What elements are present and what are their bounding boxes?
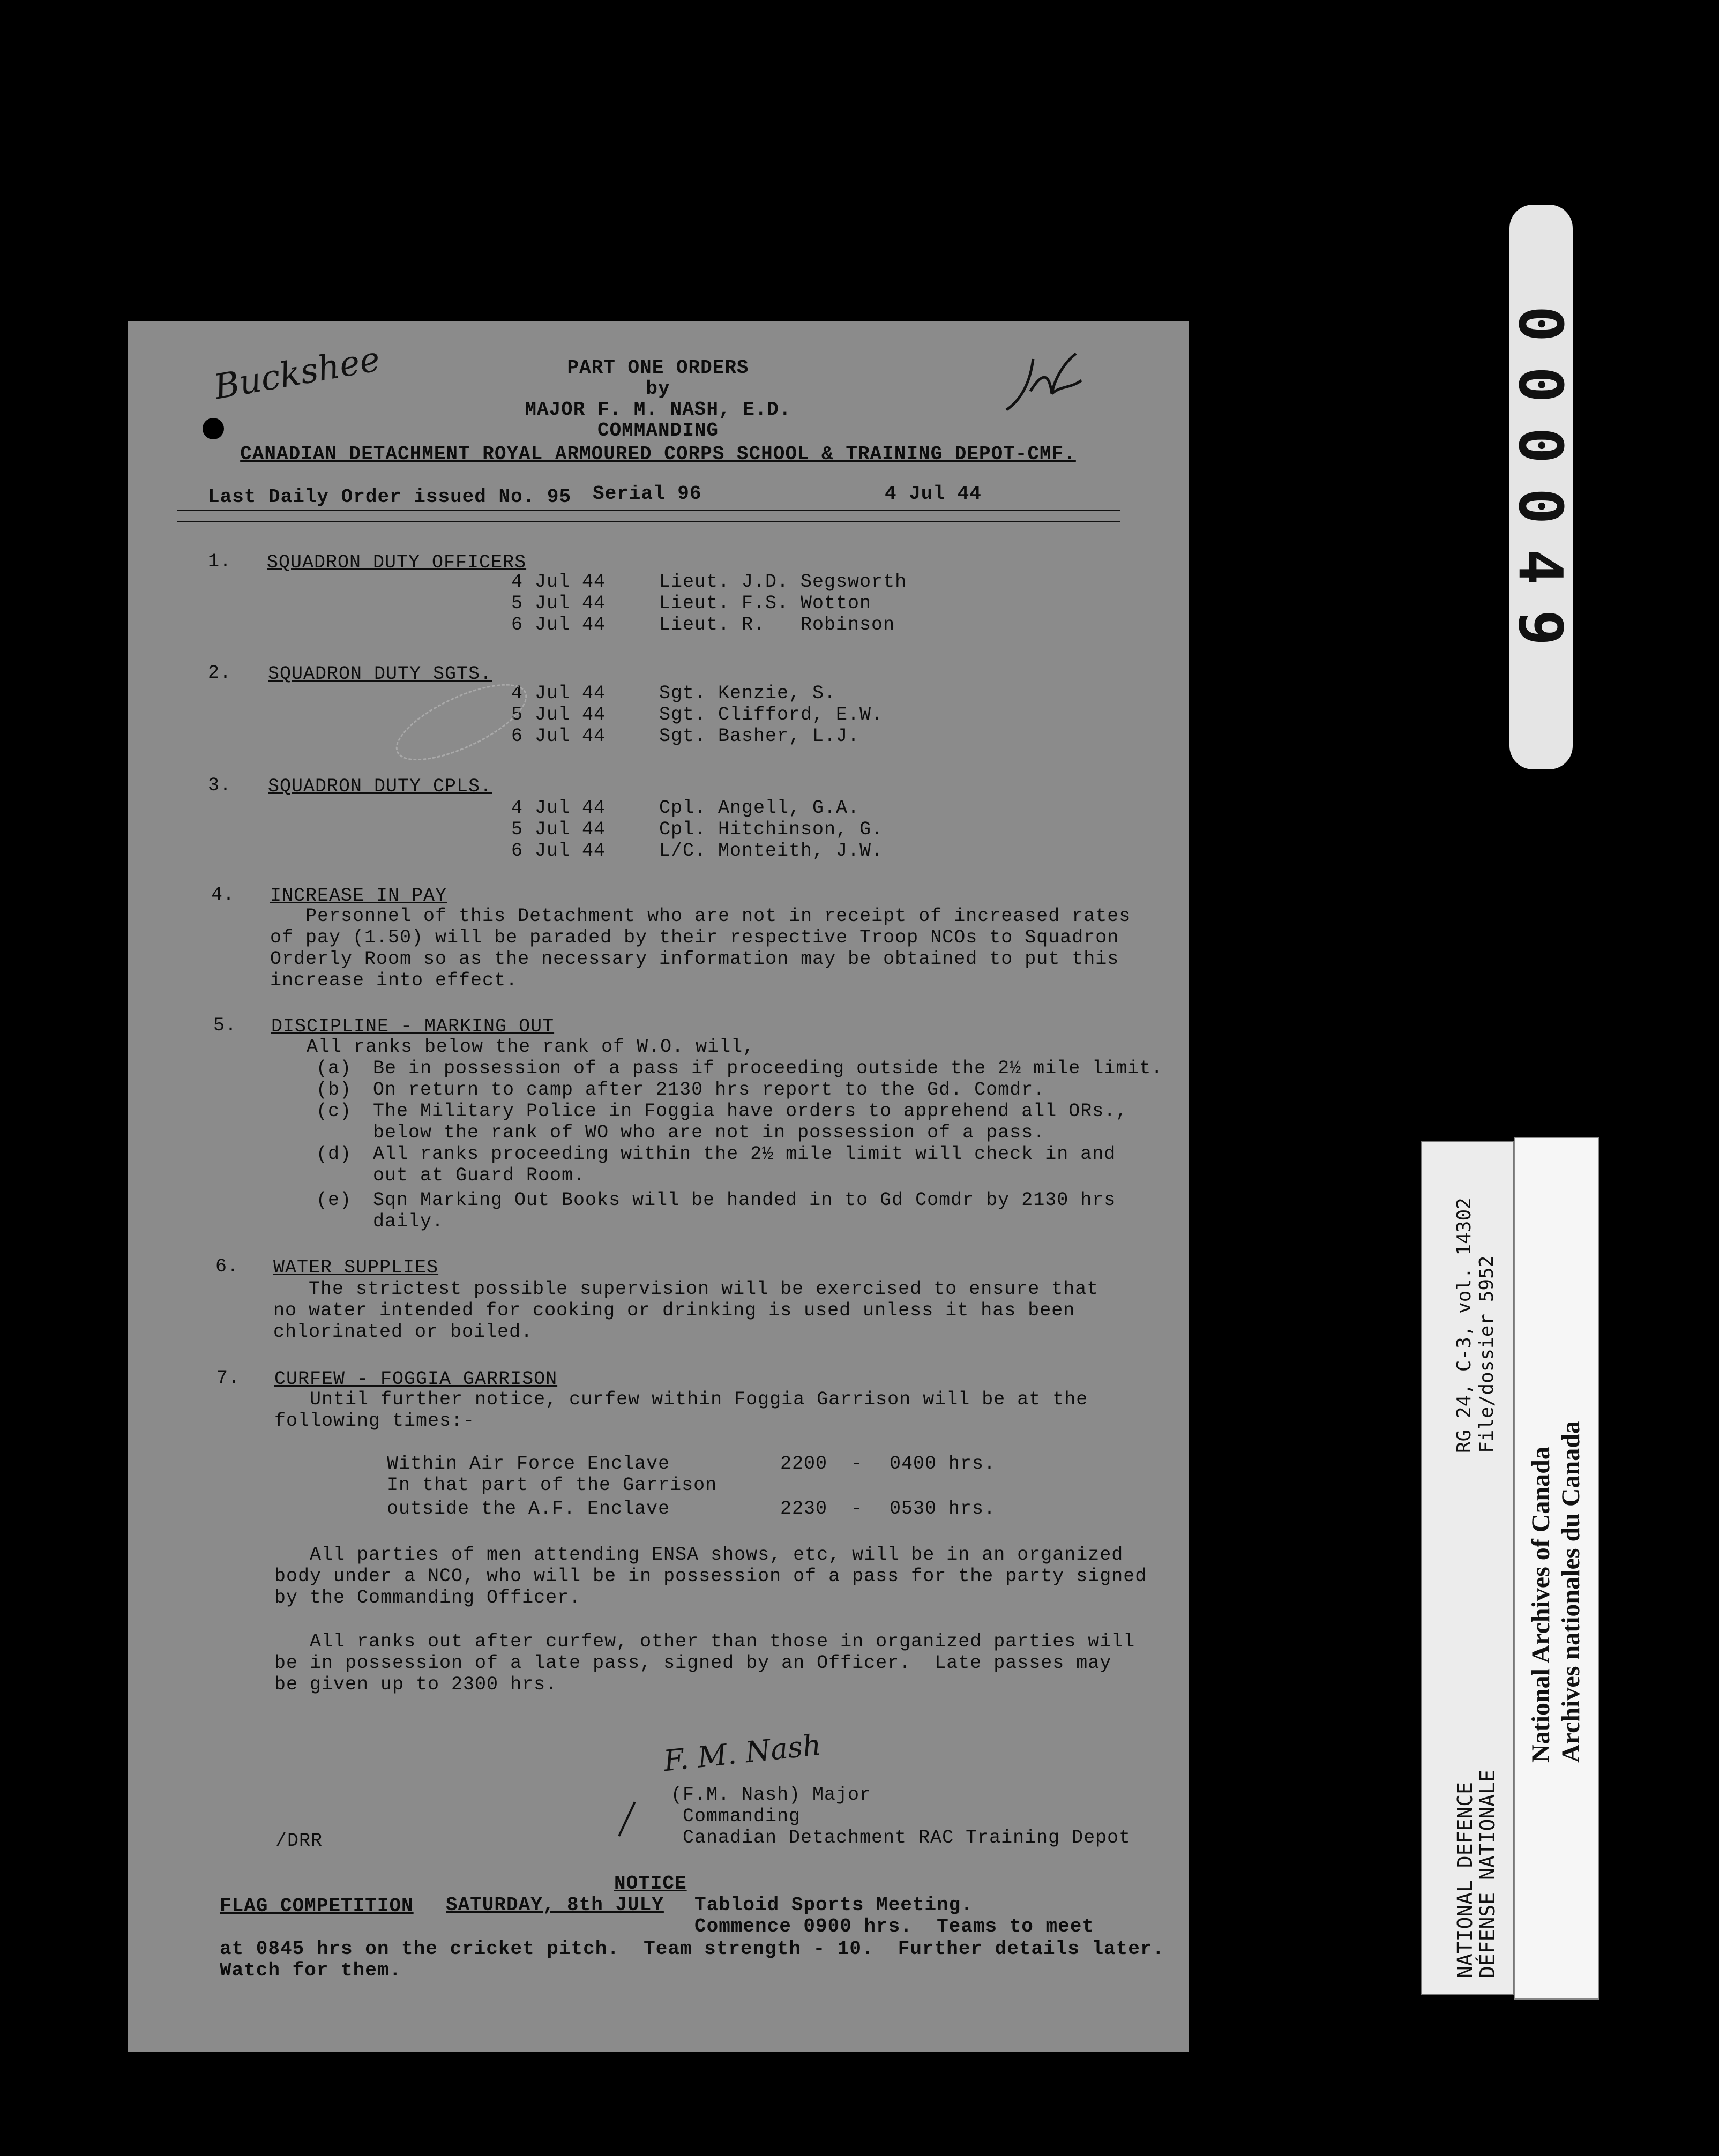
notice-line: Watch for them.: [220, 1959, 402, 1981]
duty-date: 6 Jul 44: [511, 725, 606, 747]
item-letter: (b): [316, 1079, 352, 1101]
item-line: Sqn Marking Out Books will be handed in to Gd Comdr by 2130 hrs: [373, 1189, 1116, 1211]
item-letter: (d): [316, 1143, 352, 1165]
item-line: Be in possession of a pass if proceeding outside the 2½ mile limit.: [373, 1058, 1163, 1079]
department-fr: DÉFENSE NATIONALE: [1476, 1770, 1499, 1978]
item-line: below the rank of WO who are not in possession of a pass.: [373, 1122, 1045, 1143]
item-letter: (e): [316, 1189, 352, 1211]
duty-name: Lieut. R. Robinson: [659, 614, 895, 635]
curfew-from: 2230: [780, 1498, 828, 1519]
section-number: 2.: [208, 662, 232, 684]
curfew-place: In that part of the Garrison: [387, 1474, 718, 1496]
body-line: Personnel of this Detachment who are not in receipt of increased rates: [270, 905, 1131, 927]
notice-label: FLAG COMPETITION: [220, 1895, 414, 1917]
section-number: 1.: [208, 551, 232, 572]
curfew-to: 0400 hrs.: [890, 1453, 996, 1474]
section-heading: SQUADRON DUTY SGTS.: [268, 663, 492, 685]
body-line: All parties of men attending ENSA shows, etc, will be in an organized: [274, 1544, 1124, 1566]
serial: Serial 96: [593, 483, 702, 505]
item-letter: (c): [316, 1101, 352, 1122]
section-number: 3.: [208, 775, 232, 796]
section-heading: CURFEW - FOGGIA GARRISON: [274, 1368, 558, 1390]
curfew-place: Within Air Force Enclave: [387, 1453, 670, 1474]
orders-officer: MAJOR F. M. NASH, E.D.: [525, 399, 791, 421]
body-line: no water intended for cooking or drinking is used unless it has been: [273, 1300, 1075, 1321]
duty-name: Cpl. Angell, G.A.: [659, 797, 860, 819]
margin-note: Buckshee: [211, 339, 383, 408]
section-heading: DISCIPLINE - MARKING OUT: [271, 1016, 555, 1037]
duty-date: 4 Jul 44: [511, 683, 606, 704]
notice-day: SATURDAY, 8th JULY: [446, 1894, 664, 1916]
item-line: The Military Police in Foggia have orders to apprehend all ORs.,: [373, 1101, 1128, 1122]
body-line: All ranks out after curfew, other than those in organized parties will: [274, 1631, 1135, 1652]
item-line: out at Guard Room.: [373, 1165, 586, 1186]
body-line: body under a NCO, who will be in possession of a pass for the party signed: [274, 1566, 1147, 1587]
signature-stroke: [618, 1801, 636, 1836]
duty-date: 6 Jul 44: [511, 840, 606, 862]
last-order: Last Daily Order issued No. 95: [208, 486, 572, 508]
duty-date: 5 Jul 44: [511, 819, 606, 840]
department-en: NATIONAL DEFENCE: [1453, 1781, 1477, 1978]
body-line: be given up to 2300 hrs.: [274, 1674, 558, 1695]
body-line: Until further notice, curfew within Foggia Garrison will be at the: [274, 1389, 1088, 1410]
notice-line: at 0845 hrs on the cricket pitch. Team strength - 10. Further details later.: [220, 1938, 1165, 1960]
duty-date: 6 Jul 44: [511, 614, 606, 635]
item-line: All ranks proceeding within the 2½ mile limit will check in and: [373, 1143, 1116, 1165]
body-line: The strictest possible supervision will be exercised to ensure that: [273, 1278, 1099, 1300]
duty-date: 4 Jul 44: [511, 797, 606, 819]
record-group: RG 24, C-3, vol. 14302: [1453, 1197, 1475, 1453]
section-heading: SQUADRON DUTY OFFICERS: [267, 552, 527, 573]
duty-name: Sgt. Basher, L.J.: [659, 725, 860, 747]
body-line: following times:-: [274, 1410, 475, 1432]
archive-name-label: [1514, 1137, 1599, 2000]
frame-number-stamp: [1505, 205, 1575, 769]
body-line: All ranks below the rank of W.O. will,: [271, 1036, 755, 1058]
item-line: On return to camp after 2130 hrs report to the Gd. Comdr.: [373, 1079, 1045, 1101]
signatory-role: Commanding: [683, 1806, 801, 1827]
body-line: Orderly Room so as the necessary information may be obtained to put this: [270, 948, 1119, 970]
item-letter: (a): [316, 1058, 352, 1079]
body-line: be in possession of a late pass, signed by an Officer. Late passes may: [274, 1652, 1112, 1674]
body-line: of pay (1.50) will be paraded by their respective Troop NCOs to Squadron: [270, 927, 1119, 948]
signature-scrawl: F. M. Nash: [662, 1727, 823, 1778]
section-number: 7.: [216, 1367, 241, 1389]
notice-line: Tabloid Sports Meeting.: [694, 1894, 973, 1916]
duty-name: Cpl. Hitchinson, G.: [659, 819, 884, 840]
archive-name-en: National Archives of Canada: [1527, 1447, 1555, 1763]
curfew-dash: -: [851, 1498, 863, 1519]
orders-unit: CANADIAN DETACHMENT ROYAL ARMOURED CORPS SCHOOL & TRAINING DEPOT-CMF.: [240, 443, 1076, 465]
body-line: by the Commanding Officer.: [274, 1587, 581, 1608]
duty-name: L/C. Monteith, J.W.: [659, 840, 884, 862]
duty-name: Sgt. Clifford, E.W.: [659, 704, 884, 725]
archive-reference-label: [1421, 1141, 1514, 1995]
header-separator: [177, 510, 1120, 522]
order-date: 4 Jul 44: [885, 483, 982, 505]
orders-by: by: [646, 378, 670, 400]
typist-initials: /DRR: [275, 1830, 323, 1852]
curfew-place: outside the A.F. Enclave: [387, 1498, 670, 1519]
notice-line: Commence 0900 hrs. Teams to meet: [694, 1915, 1094, 1937]
body-line: increase into effect.: [270, 970, 518, 991]
duty-date: 5 Jul 44: [511, 593, 606, 614]
signatory-unit: Canadian Detachment RAC Training Depot: [683, 1827, 1131, 1848]
item-line: daily.: [373, 1211, 444, 1232]
body-line: chlorinated or boiled.: [273, 1321, 533, 1343]
section-number: 4.: [211, 884, 235, 905]
orders-title: PART ONE ORDERS: [567, 357, 749, 379]
signatory-name: (F.M. Nash) Major: [671, 1784, 872, 1806]
section-heading: SQUADRON DUTY CPLS.: [268, 776, 492, 797]
order-sheet: [128, 321, 1189, 2052]
notice-title: NOTICE: [614, 1873, 687, 1895]
frame-number: 000049: [1505, 305, 1575, 671]
duty-date: 4 Jul 44: [511, 571, 606, 593]
file-number: File/dossier 5952: [1476, 1255, 1498, 1453]
section-heading: WATER SUPPLIES: [273, 1257, 439, 1278]
section-number: 5.: [213, 1015, 237, 1036]
duty-name: Lieut. J.D. Segsworth: [659, 571, 907, 593]
curfew-from: 2200: [780, 1453, 828, 1474]
curfew-to: 0530 hrs.: [890, 1498, 996, 1519]
archive-name-fr: Archives nationales du Canada: [1557, 1421, 1585, 1763]
duty-date: 5 Jul 44: [511, 704, 606, 725]
duty-name: Lieut. F.S. Wotton: [659, 593, 872, 614]
curfew-dash: -: [851, 1453, 863, 1474]
section-number: 6.: [215, 1256, 240, 1277]
duty-name: Sgt. Kenzie, S.: [659, 683, 836, 704]
orders-role: COMMANDING: [597, 420, 719, 441]
section-heading: INCREASE IN PAY: [270, 885, 447, 907]
